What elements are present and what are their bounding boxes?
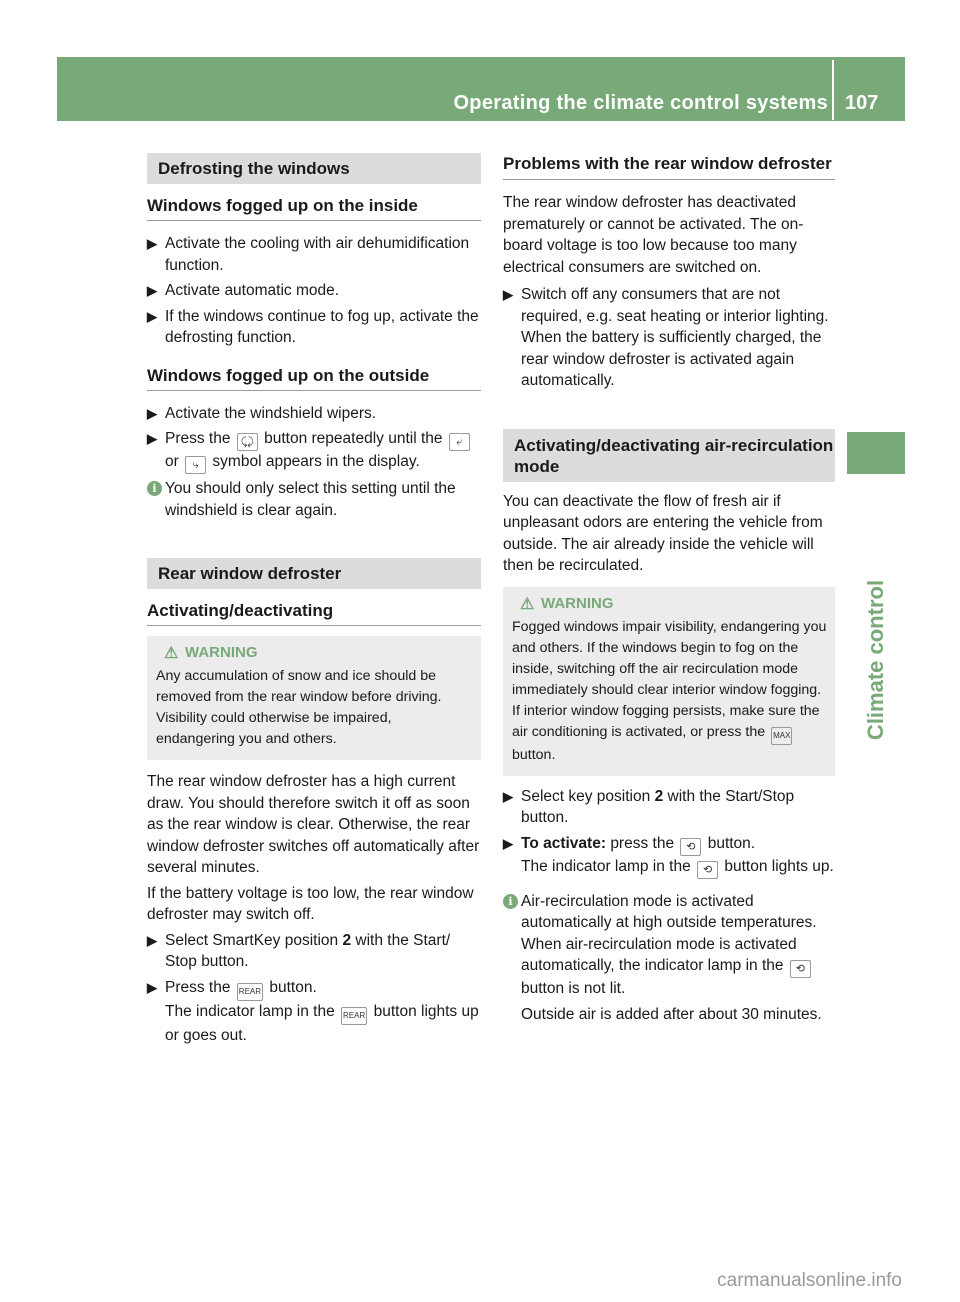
section-heading-rear-defroster: Rear window defroster [147,558,481,589]
bullet-arrow-icon: ▶ [503,287,513,302]
warning-title: ⚠ WARNING [164,644,258,662]
list-item: ▶ If the windows continue to fog up, activate the defrosting function. [147,307,479,346]
paragraph: If the battery voltage is too low, the rear window defroster may switch off. [147,884,474,923]
list-item: ▶ Press the ⤹⤸ button repeatedly until the ⤶ or ⤷ symbol appears in the display. [147,428,481,474]
max-defrost-button-icon: MAX [771,727,792,745]
bullet-arrow-icon: ▶ [147,932,157,948]
list-item: ▶ Select key position 2 with the Start/Stop button. [503,787,795,826]
page-number: 107 [845,92,879,114]
list-item: ▶ To activate: press the ⟲ button. The indicator lamp in the ⟲ button lights up. [503,833,835,879]
airflow-button-icon: ⤹⤸ [237,433,258,451]
bullet-arrow-icon: ▶ [503,788,513,804]
section-heading-defrosting: Defrosting the windows [147,153,481,184]
info-note: i Air-recirculation mode is activated automatically at high outside temperatures. When air-recirculation mode is activated automatically, the indicator lamp in the ⟲ button is not lit. [503,891,835,1000]
bullet-arrow-icon: ▶ [503,835,513,851]
rear-defroster-button-icon: REAR [341,1007,367,1025]
list-item: ▶ Activate the cooling with air dehumidification function. [147,235,470,274]
windshield-airflow-icon: ⤶ [449,433,470,451]
bullet-arrow-icon: ▶ [147,979,157,995]
page-header-title: Operating the climate control systems [453,92,828,114]
rear-defroster-button-icon: REAR [237,983,263,1001]
bullet-arrow-icon: ▶ [147,431,157,446]
chapter-tab [847,432,905,474]
warning-box [147,636,481,760]
warning-triangle-icon: ⚠ [164,645,179,662]
list-item: ▶ Press the REAR button. The indicator lamp in the REAR button lights up or goes out. [147,978,479,1044]
chapter-label: Climate control [863,579,888,741]
recirculation-button-icon: ⟲ [790,960,811,978]
info-icon: i [147,481,162,496]
bullet-arrow-icon: ▶ [147,236,157,251]
list-item: ▶ Switch off any consumers that are not required, e.g. seat heating or interior lighting. When the battery is sufficiently charged, the rear window defroster is activated again automatically. [503,286,829,389]
paragraph: You can deactivate the flow of fresh air if unpleasant odors are entering the vehicle from outside. The air already inside the vehicle will then be recirculated. [503,492,823,574]
heading-activating: Activating/deactivating [147,601,481,626]
heading-problems: Problems with the rear window defroster [503,153,835,180]
warning-text: Any accumulation of snow and ice should be removed from the rear window before driving. Visibility could otherwise be impaired, endangering you and others. [156,668,442,747]
bullet-arrow-icon: ▶ [147,405,157,421]
bullet-arrow-icon: ▶ [147,308,157,324]
warning-text: Fogged windows impair visibility, endangering you and others. If the windows begin to fog on the inside, switching off the air recirculation mode immediately should clear interior window fogging. If interior window fogging persists, make sure the air conditioning is activated, or press the MAX button. [512,618,827,763]
warning-box [503,587,835,776]
warning-title: ⚠ WARNING [520,594,614,613]
warning-triangle-icon: ⚠ [520,595,535,613]
list-item: ▶ Activate the windshield wipers. [147,403,481,425]
paragraph: The rear window defroster has a high current draw. You should therefore switch it off as soon as the rear window is clear. Otherwise, the rear window defroster switches off automatically after several minutes. [147,773,480,876]
info-note: i You should only select this setting until the windshield is clear again. [147,478,481,521]
list-item: ▶ Select SmartKey position 2 with the Start/ Stop button. [147,931,451,970]
left-column [147,153,481,1046]
recirculation-button-icon: ⟲ [680,838,701,856]
windshield-footwell-icon: ⤷ [185,456,206,474]
watermark: carmanualsonline.info [717,1270,902,1291]
info-icon: i [503,894,518,909]
heading-inside: Windows fogged up on the inside [147,196,481,221]
header-divider [832,60,834,120]
list-item: ▶ Activate automatic mode. [147,280,481,302]
paragraph: The rear window defroster has deactivated prematurely or cannot be activated. The on-board voltage is too low because too many electrical consumers are switched on. [503,194,804,276]
section-heading-recirculation: Activating/deactivating air-recirculation mode [503,429,835,482]
right-column [503,153,835,1025]
bullet-arrow-icon: ▶ [147,283,157,298]
heading-outside: Windows fogged up on the outside [147,366,481,391]
recirculation-button-icon: ⟲ [697,861,718,879]
paragraph: Outside air is added after about 30 minutes. [521,1005,822,1023]
